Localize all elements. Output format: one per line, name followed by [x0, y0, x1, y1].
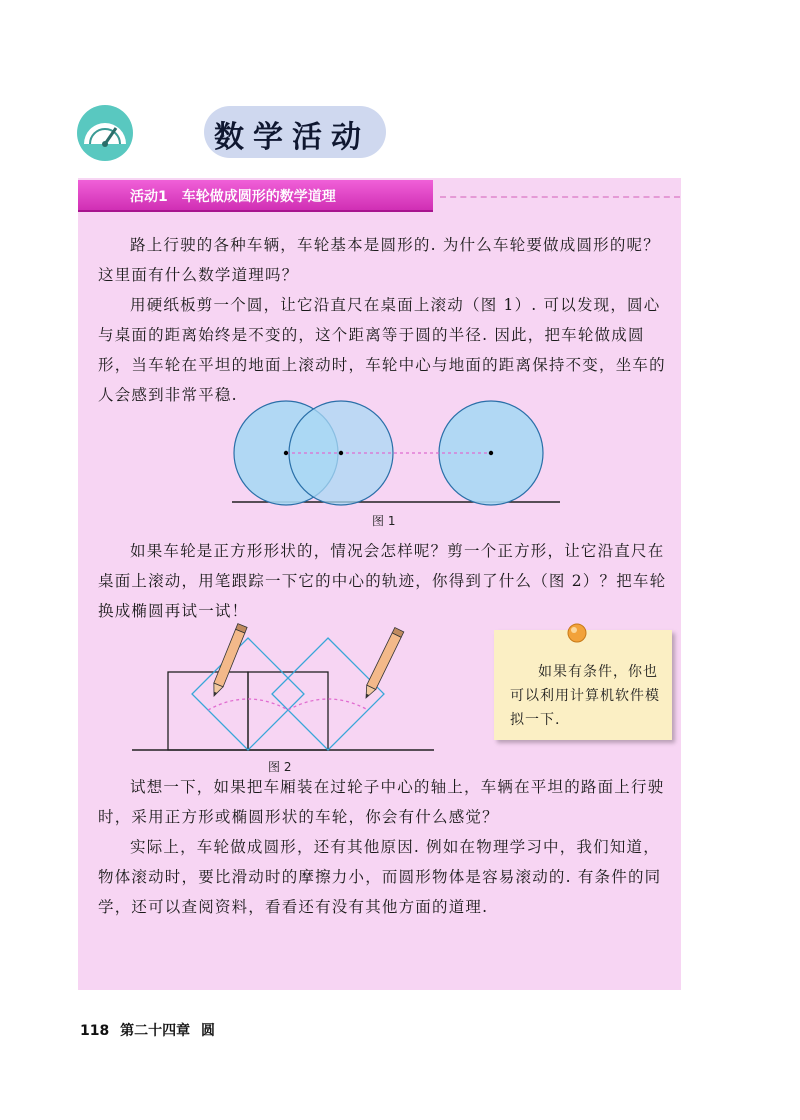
paragraph-intro: 路上行驶的各种车辆，车轮基本是圆形的. 为什么车轮要做成圆形的呢？这里面有什么数学道理吗？ — [98, 236, 660, 284]
fig1-center-1 — [284, 451, 288, 455]
activity-banner-title: 活动1 车轮做成圆形的数学道理 — [130, 189, 336, 205]
figure-1-caption: 图 1 — [372, 514, 396, 528]
chapter-title: 圆 — [200, 1023, 215, 1039]
fig2-pencil-left — [209, 624, 247, 698]
pushpin-icon — [566, 622, 588, 644]
tip-note — [494, 630, 672, 740]
page-title: 数学活动 — [214, 120, 370, 155]
tip-note-text: 如果有条件，你也可以利用计算机软件模拟一下. — [510, 664, 660, 728]
protractor-icon — [76, 104, 134, 162]
page-footer — [80, 1020, 221, 1040]
paragraph-thought-experiment: 试想一下，如果把车厢装在过轮子中心的轴上，车辆在平坦的路面上行驶时，采用正方形或椭圆形状的车轮，你会有什么感觉？ — [98, 778, 665, 826]
paragraph-other-reasons: 实际上，车轮做成圆形，还有其他原因. 例如在物理学习中，我们知道，物体滚动时，要比滑动时的摩擦力小，而圆形物体是容易滚动的. 有条件的同学，还可以查阅资料，看看还有没有其他方面的道理. — [98, 838, 662, 916]
fig1-center-2 — [339, 451, 343, 455]
page-number: 118 — [80, 1023, 110, 1039]
fig2-pencil-right — [362, 627, 404, 700]
figure-2-caption: 图 2 — [268, 760, 292, 774]
paragraph-square-wheel: 如果车轮是正方形形状的，情况会怎样呢？剪一个正方形，让它沿直尺在桌面上滚动，用笔跟踪一下它的中心的轨迹，你得到了什么（图 2）？把车轮换成椭圆再试一试！ — [98, 542, 667, 620]
header-title-badge — [204, 106, 386, 158]
chapter-label: 第二十四章 — [120, 1023, 191, 1039]
paragraph-circle-experiment: 用硬纸板剪一个圆，让它沿直尺在桌面上滚动（图 1）. 可以发现，圆心与桌面的距离始终是不变的，这个距离等于圆的半径. 因此，把车轮做成圆形，当车轮在平坦的地面上滚动时，车轮中心与地面的距离保持不变，坐车的人会感到非常平稳. — [98, 296, 666, 404]
section-header — [76, 102, 406, 162]
fig2-center-trace — [208, 699, 368, 710]
activity-banner — [78, 180, 433, 212]
banner-dashed-line — [440, 196, 680, 198]
figure-2-rolling-square — [128, 618, 440, 758]
figure-1-rolling-circle — [228, 396, 568, 508]
fig1-center-3 — [489, 451, 493, 455]
